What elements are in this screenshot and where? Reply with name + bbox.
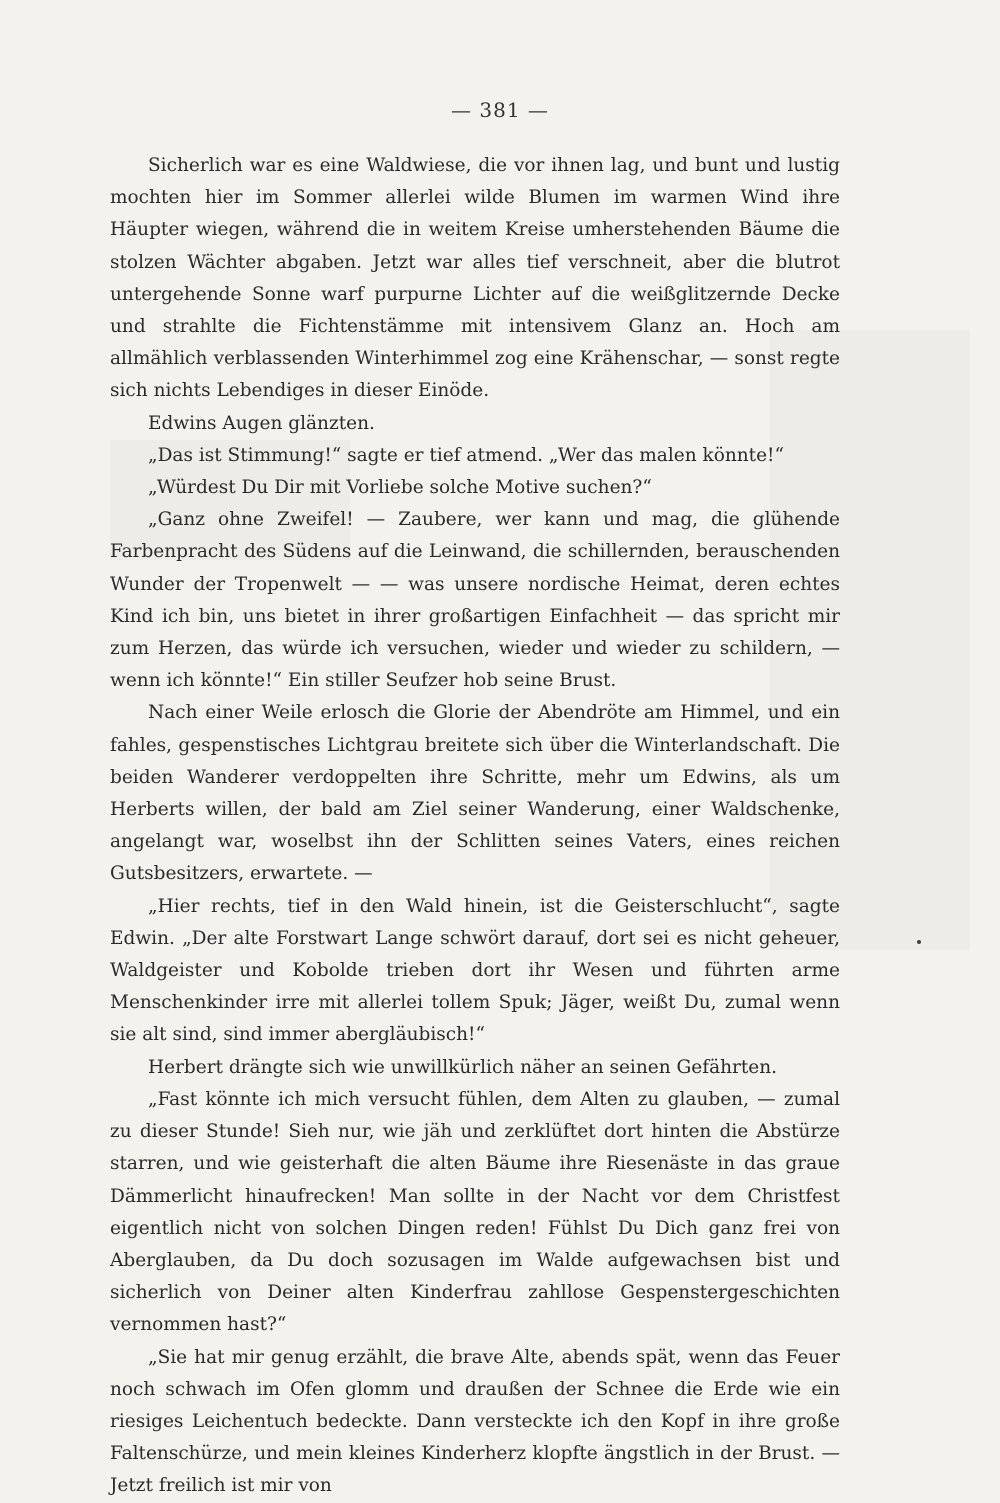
paragraph: Edwins Augen glänzten. — [148, 412, 375, 434]
paragraph: „Sie hat mir genug erzählt, die brave Alte, abends spät, wenn das Feuer noch schwach im Ofen glomm und draußen der Schnee die Erde wie ein riesiges Leichentuch bedeckte. Dann versteckte ich den Kopf in ihre große Faltenschürze, und mein kleines Kinderherz klopfte ängstlich in der Brust. — Jetzt freilich ist mir von — [110, 1346, 840, 1497]
page-number: — 381 — — [451, 98, 549, 122]
paragraph: „Würdest Du Dir mit Vorliebe solche Motive suchen?“ — [148, 477, 652, 499]
paragraph: „Hier rechts, tief in den Wald hinein, ist die Geisterschlucht“, sagte Edwin. „Der alte Forstwart Lange schwört darauf, dort sei es nicht geheuer, Waldgeister und Kobolde trieben dort ihr Wesen und führten arme Menschenkinder irre mit allerlei tollem Spuk; Jäger, weißt Du, zumal wenn sie alt sind, sind immer abergläubisch!“ — [110, 895, 840, 1046]
ink-speck — [917, 940, 921, 944]
paragraph: Sicherlich war es eine Waldwiese, die vor ihnen lag, und bunt und lustig mochten hier im Sommer allerlei wilde Blumen im warmen Wind ihre Häupter wiegen, während die in weitem Kreise umherstehenden Bäume die stolzen Wächter abgaben. Jetzt war alles tief verschneit, aber die blutrot untergehende Sonne warf purpurne Lichter auf die weißglitzernde Decke und strahlte die Fichtenstämme mit intensivem Glanz an. Hoch am allmählich verblassenden Winterhimmel zog eine Krähenschar, — sonst regte sich nichts Lebendiges in dieser Einöde. — [110, 155, 840, 402]
paragraph: „Fast könnte ich mich versucht fühlen, dem Alten zu glauben, — zumal zu dieser Stunde! Sieh nur, wie jäh und zerklüftet dort hinten die Abstürze starren, und wie geisterhaft die alten Bäume ihre Riesenäste in das graue Dämmerlicht hinaufrecken! Man sollte in der Nacht vor dem Christfest eigentlich nicht von solchen Dingen reden! Fühlst Du Dich ganz frei von Aberglauben, da Du doch sozusagen im Walde aufgewachsen bist und sicherlich von Deiner alten Kinderfrau zahllose Gespenstergeschichten vernommen hast?“ — [110, 1088, 840, 1336]
body-text — [110, 150, 840, 1503]
paragraph: „Das ist Stimmung!“ sagte er tief atmend. „Wer das malen könnte!“ — [148, 444, 784, 466]
paragraph: „Ganz ohne Zweifel! — Zaubere, wer kann und mag, die glühende Farbenpracht des Südens auf die Leinwand, die schillernden, berauschenden Wunder der Tropenwelt — — was unsere nordische Heimat, deren echtes Kind ich bin, uns bietet in ihrer großartigen Einfachheit — das spricht mir zum Herzen, das würde ich versuchen, wieder und wieder zu schildern, — wenn ich könnte!“ Ein stiller Seufzer hob seine Brust. — [110, 509, 840, 692]
paragraph: Nach einer Weile erlosch die Glorie der Abendröte am Himmel, und ein fahles, gespenstisches Lichtgrau breitete sich über die Winterlandschaft. Die beiden Wanderer verdoppelten ihre Schritte, mehr um Edwins, als um Herberts willen, der bald am Ziel seiner Wanderung, einer Waldschenke, angelangt war, woselbst ihn der Schlitten seines Vaters, eines reichen Gutsbesitzers, erwartete. — — [110, 702, 840, 885]
paragraph: Herbert drängte sich wie unwillkürlich näher an seinen Gefährten. — [148, 1056, 778, 1078]
